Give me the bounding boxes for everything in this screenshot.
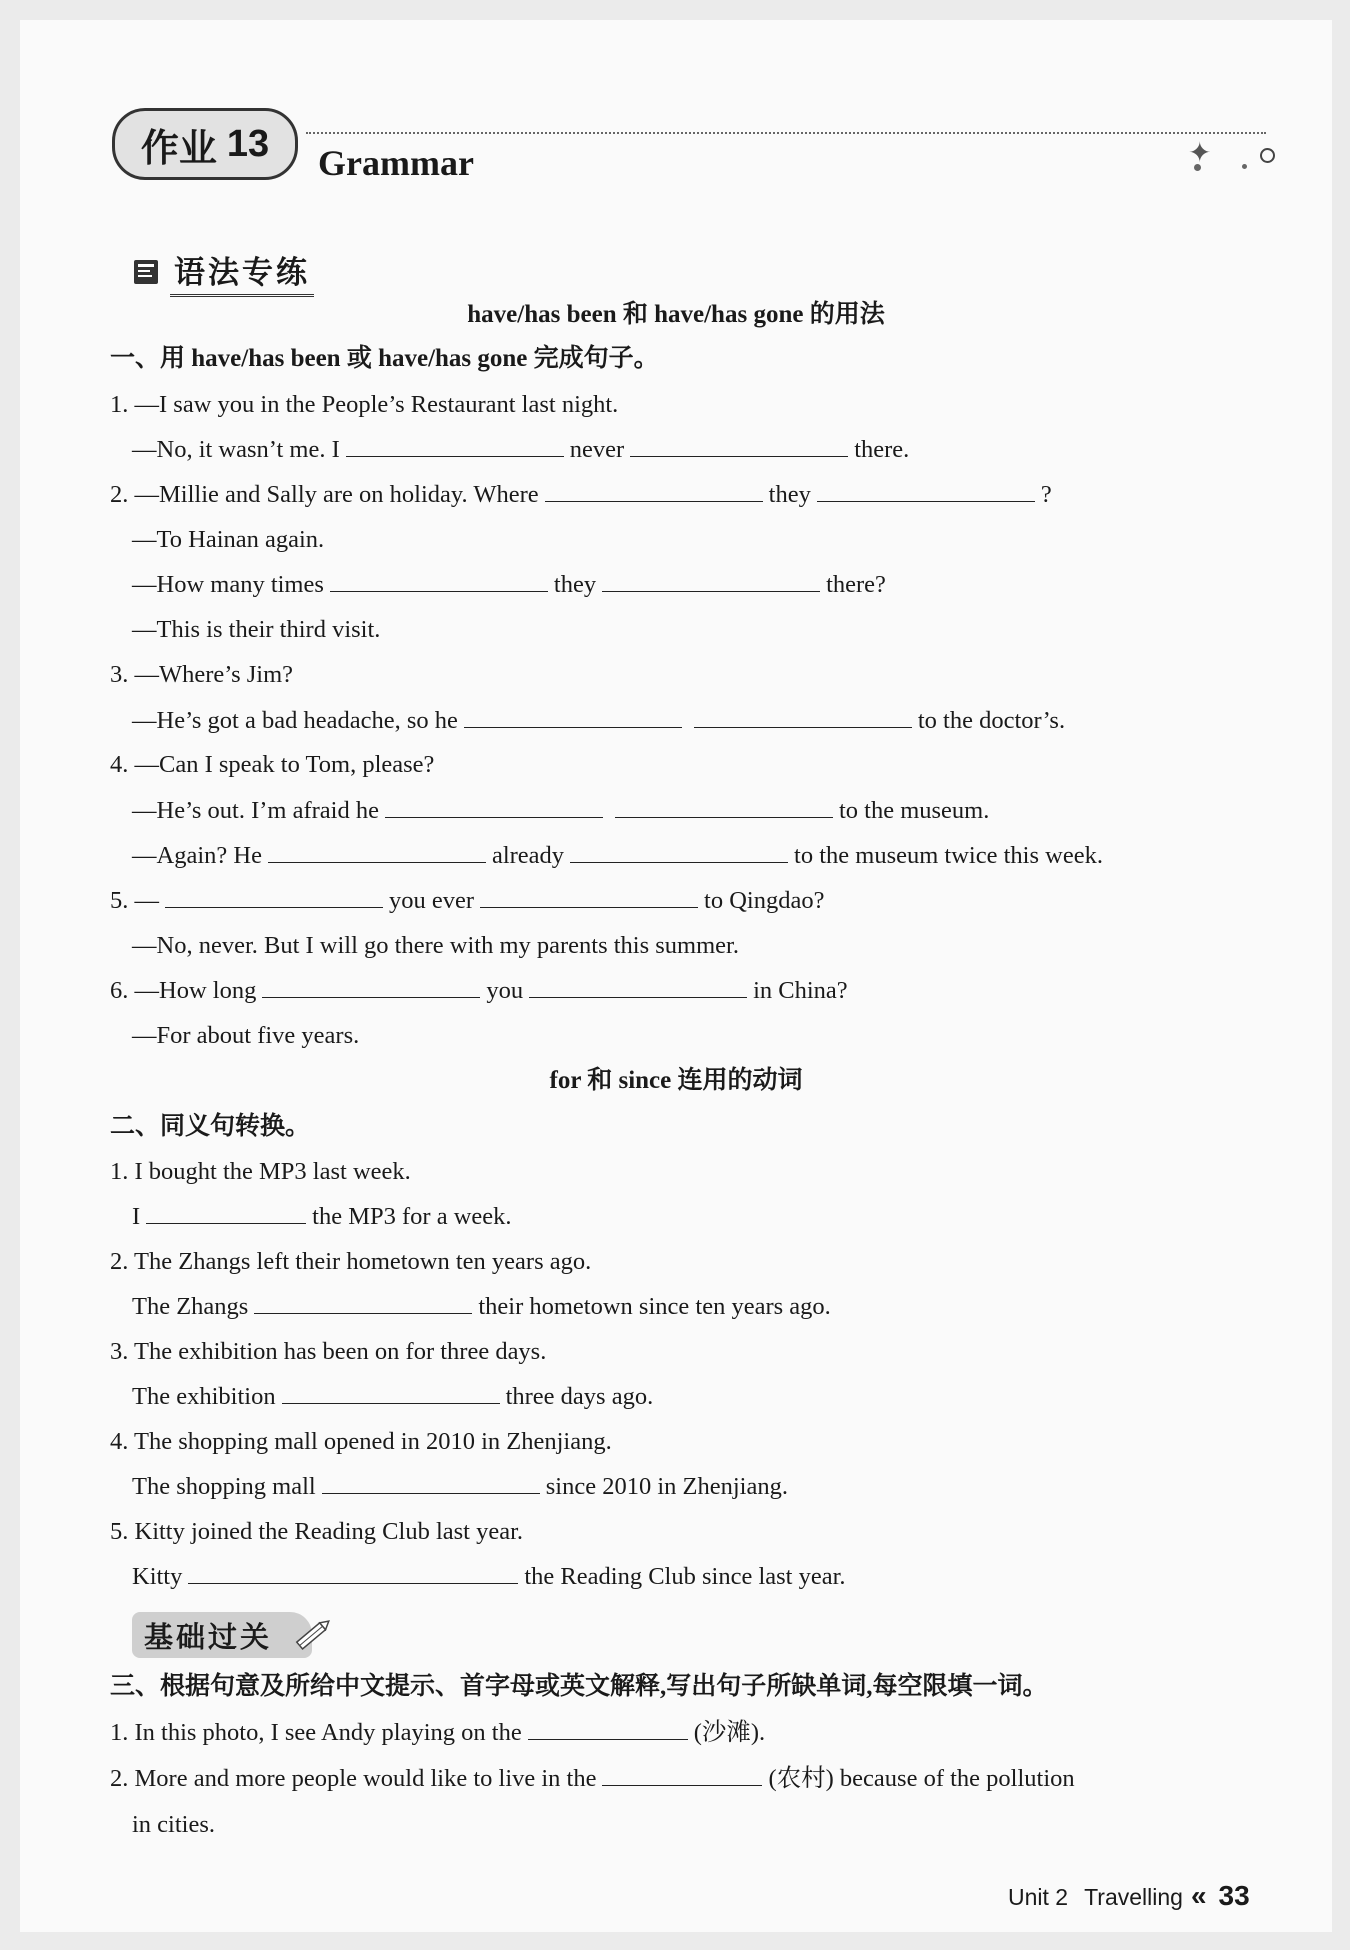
answer-blank[interactable] [165,885,383,908]
workbook-page [20,20,1332,1932]
p2-q1-source: 1. I bought the MP3 last week. [110,1158,411,1185]
q3-prompt: 3. —Where’s Jim? [110,661,294,688]
answer-blank[interactable] [282,1381,500,1404]
homework-badge [112,108,298,180]
q1-prompt: 1. —I saw you in the People’s Restaurant last night. [110,391,619,418]
grammar-practice-label: 语法专练 [170,247,314,297]
answer-blank[interactable] [188,1561,518,1584]
double-chevron-left-icon: « [1190,1880,1207,1911]
answer-blank[interactable] [602,569,820,592]
q6-prompt: 6. —How long you in China? [110,977,848,1004]
grammar-practice-badge [132,250,314,294]
p2-q3-rewrite: The exhibition three days ago. [132,1383,654,1410]
part2-instruction: 二、同义句转换。 [110,1113,311,1140]
basic-skills-badge [132,1612,312,1658]
q5-reply: —No, never. But I will go there with my parents this summer. [132,932,739,959]
q3-answer-line: —He’s got a bad headache, so he to the doctor’s. [132,707,1066,734]
q2-prompt: 2. —Millie and Sally are on holiday. Where they ? [110,481,1052,508]
p2-q5-source: 5. Kitty joined the Reading Club last year. [110,1518,524,1545]
answer-blank[interactable] [545,479,763,502]
answer-blank[interactable] [480,885,698,908]
answer-blank[interactable] [322,1471,540,1494]
decor-dot [1242,164,1247,169]
part2-topic: for 和 since 连用的动词 [549,1067,803,1094]
page-number: 33 [1218,1880,1250,1911]
answer-blank[interactable] [330,569,548,592]
q2-followup: —How many times they there? [132,571,886,598]
homework-badge-label: 作业 [140,127,217,170]
p2-q1-rewrite: I the MP3 for a week. [132,1203,512,1230]
header-dotted-rule [306,132,1266,134]
answer-blank[interactable] [570,840,788,863]
answer-blank[interactable] [254,1291,472,1314]
q2-final: —This is their third visit. [132,616,381,643]
answer-blank[interactable] [385,795,603,818]
answer-blank[interactable] [528,1717,688,1740]
q2-reply: —To Hainan again. [132,526,325,553]
q5-prompt: 5. — you ever to Qingdao? [110,887,825,914]
book-icon [132,257,162,287]
footer-title: Travelling [1084,1884,1183,1910]
q1-answer-line: —No, it wasn’t me. I never there. [132,436,910,463]
answer-blank[interactable] [146,1201,306,1224]
answer-blank[interactable] [464,705,682,728]
sparkle-icon: ✦ [1188,138,1212,169]
page-title: Grammar [318,143,474,183]
p2-q4-rewrite: The shopping mall since 2010 in Zhenjiang. [132,1473,788,1500]
answer-blank[interactable] [529,975,747,998]
q4-answer-line: —He’s out. I’m afraid he to the museum. [132,797,990,824]
p2-q2-rewrite: The Zhangs their hometown since ten years ago. [132,1293,831,1320]
p2-q5-rewrite: Kitty the Reading Club since last year. [132,1563,846,1590]
p3-q1: 1. In this photo, I see Andy playing on the (沙滩). [110,1719,766,1746]
page-footer [1008,1880,1250,1912]
answer-blank[interactable] [817,479,1035,502]
p2-q4-source: 4. The shopping mall opened in 2010 in Zhenjiang. [110,1428,612,1455]
part1-topic: have/has been 和 have/has gone 的用法 [467,301,885,328]
q6-reply: —For about five years. [132,1022,360,1049]
basic-skills-label: 基础过关 [144,1619,273,1654]
footer-unit: Unit 2 [1008,1884,1069,1910]
part1-instruction: 一、用 have/has been 或 have/has gone 完成句子。 [110,345,659,372]
pencil-icon [290,1618,336,1652]
answer-blank[interactable] [615,795,833,818]
q4-followup: —Again? He already to the museum twice this week. [132,842,1103,869]
answer-blank[interactable] [694,705,912,728]
p3-q2: 2. More and more people would like to live in the (农村) because of the pollution [110,1765,1075,1792]
p2-q3-source: 3. The exhibition has been on for three days. [110,1338,547,1365]
p3-q2-continued: in cities. [132,1811,216,1838]
part3-instruction: 三、根据句意及所给中文提示、首字母或英文解释,写出句子所缺单词,每空限填一词。 [110,1673,1048,1700]
q4-prompt: 4. —Can I speak to Tom, please? [110,751,435,778]
ring-icon [1260,148,1275,163]
answer-blank[interactable] [268,840,486,863]
answer-blank[interactable] [602,1763,762,1786]
answer-blank[interactable] [262,975,480,998]
p2-q2-source: 2. The Zhangs left their hometown ten years ago. [110,1248,592,1275]
answer-blank[interactable] [630,434,848,457]
homework-number: 13 [226,122,270,165]
answer-blank[interactable] [346,434,564,457]
